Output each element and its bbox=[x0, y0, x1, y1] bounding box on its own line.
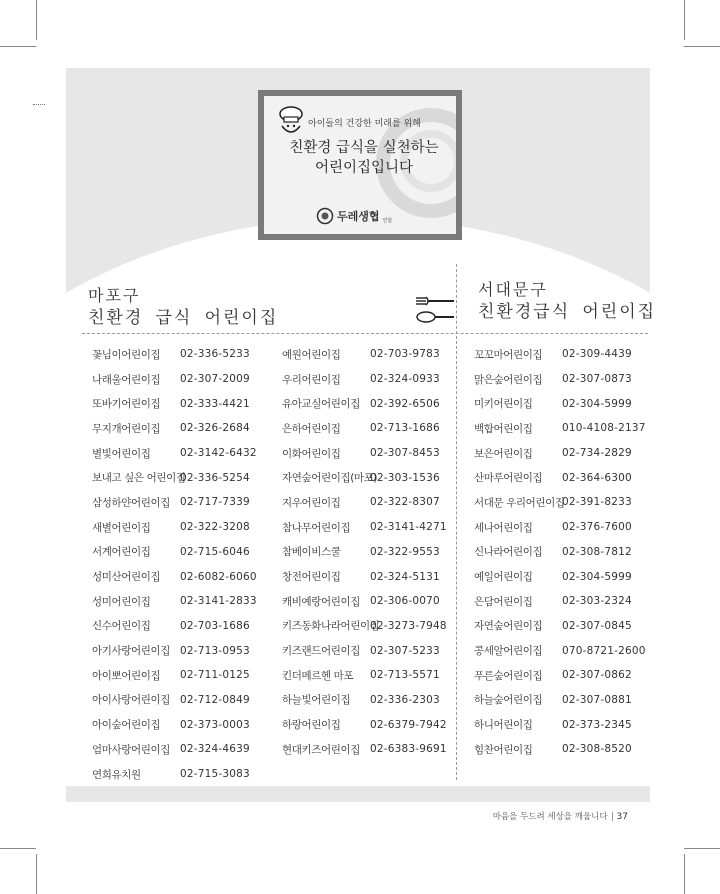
list-item bbox=[282, 737, 447, 762]
list-item bbox=[92, 564, 257, 589]
list-item bbox=[92, 515, 250, 540]
list-item bbox=[92, 688, 250, 713]
logo-sub: 연합 bbox=[382, 217, 393, 224]
daycare-phone: 02-304-5999 bbox=[562, 570, 632, 583]
daycare-name: 서계어린이집 bbox=[92, 546, 151, 559]
list-item bbox=[282, 416, 440, 441]
list-item bbox=[474, 564, 632, 589]
daycare-name: 이화어린이집 bbox=[282, 447, 341, 460]
list-item bbox=[474, 490, 632, 515]
daycare-name: 또바기어린이집 bbox=[92, 398, 161, 411]
daycare-name: 힘찬어린이집 bbox=[474, 743, 533, 756]
daycare-name: 콩세알어린이집 bbox=[474, 645, 543, 658]
dure-coop-logo bbox=[316, 206, 392, 226]
daycare-phone: 02-373-2345 bbox=[562, 718, 632, 731]
daycare-name: 꼬꼬마어린이집 bbox=[474, 348, 543, 361]
list-item bbox=[282, 515, 447, 540]
daycare-phone: 02-6082-6060 bbox=[180, 570, 257, 583]
list-item bbox=[282, 540, 440, 565]
divider bbox=[456, 336, 457, 780]
daycare-name: 산마루어린이집 bbox=[474, 472, 543, 485]
list-item bbox=[282, 391, 440, 416]
daycare-phone: 02-712-0849 bbox=[180, 693, 250, 706]
daycare-name: 키즈동화나라어린이집 bbox=[282, 620, 380, 633]
daycare-name: 예일어린이집 bbox=[474, 571, 533, 584]
daycare-phone: 02-391-8233 bbox=[562, 496, 632, 509]
daycare-phone: 02-307-0873 bbox=[562, 373, 632, 386]
daycare-phone: 02-322-3208 bbox=[180, 521, 250, 534]
daycare-name: 꽃님이어린이집 bbox=[92, 348, 161, 361]
daycare-phone: 02-304-5999 bbox=[562, 397, 632, 410]
daycare-name: 은하어린이집 bbox=[282, 422, 341, 435]
crop-mark bbox=[36, 0, 37, 40]
fork-spoon-icon bbox=[414, 292, 456, 328]
list-item bbox=[92, 614, 250, 639]
daycare-phone: 02-373-0003 bbox=[180, 718, 250, 731]
seodaemun-heading bbox=[478, 280, 656, 323]
list-item bbox=[474, 416, 646, 441]
daycare-name: 서대문 우리어린이집 bbox=[474, 496, 565, 509]
list-item bbox=[92, 490, 250, 515]
list-item bbox=[92, 441, 257, 466]
daycare-name: 세나어린이집 bbox=[474, 521, 533, 534]
daycare-phone: 02-364-6300 bbox=[562, 471, 632, 484]
daycare-name: 새별어린이집 bbox=[92, 521, 151, 534]
list-item bbox=[92, 589, 257, 614]
dotted-mark bbox=[33, 104, 45, 105]
list-item bbox=[474, 367, 632, 392]
daycare-phone: 02-3141-4271 bbox=[370, 521, 447, 534]
daycare-name: 푸른숲어린이집 bbox=[474, 669, 543, 682]
daycare-phone: 02-306-0070 bbox=[370, 595, 440, 608]
daycare-name: 아이사랑어린이집 bbox=[92, 694, 170, 707]
daycare-phone: 02-715-3083 bbox=[180, 768, 250, 781]
daycare-name: 맑은숲어린이집 bbox=[474, 373, 543, 386]
daycare-name: 연희유치원 bbox=[92, 768, 141, 781]
crop-mark bbox=[684, 0, 685, 40]
daycare-phone: 02-307-5233 bbox=[370, 644, 440, 657]
seodaemun-title: 친환경급식 어린이집 bbox=[478, 301, 657, 322]
list-item bbox=[474, 712, 632, 737]
daycare-name: 신수어린이집 bbox=[92, 620, 151, 633]
daycare-phone: 02-307-0881 bbox=[562, 693, 632, 706]
daycare-name: 예원어린이집 bbox=[282, 348, 341, 361]
list-item bbox=[282, 465, 440, 490]
daycare-phone: 02-734-2829 bbox=[562, 447, 632, 460]
daycare-phone: 02-333-4421 bbox=[180, 397, 250, 410]
daycare-phone: 02-715-6046 bbox=[180, 545, 250, 558]
daycare-phone: 02-376-7600 bbox=[562, 521, 632, 534]
daycare-phone: 010-4108-2137 bbox=[562, 422, 646, 435]
list-item bbox=[474, 688, 632, 713]
daycare-phone: 02-392-6506 bbox=[370, 397, 440, 410]
list-item bbox=[474, 515, 632, 540]
list-item bbox=[282, 638, 440, 663]
list-item bbox=[92, 712, 250, 737]
daycare-name: 무지개어린이집 bbox=[92, 422, 161, 435]
daycare-name: 삼성하얀어린이집 bbox=[92, 496, 170, 509]
banner-title-2: 어린이집입니다 bbox=[314, 160, 414, 176]
daycare-name: 킨더메르헨 마포 bbox=[282, 669, 354, 682]
daycare-phone: 02-307-0862 bbox=[562, 669, 632, 682]
list-item bbox=[92, 638, 250, 663]
daycare-phone: 02-713-1686 bbox=[370, 422, 440, 435]
daycare-phone: 02-324-0933 bbox=[370, 373, 440, 386]
daycare-phone: 02-307-0845 bbox=[562, 619, 632, 632]
list-item bbox=[474, 663, 632, 688]
crop-mark bbox=[684, 46, 720, 47]
banner-title-1: 친환경 급식을 실천하는 bbox=[289, 140, 439, 156]
daycare-name: 성미어린이집 bbox=[92, 595, 151, 608]
list-item bbox=[92, 416, 250, 441]
daycare-name: 현대키즈어린이집 bbox=[282, 743, 360, 756]
list-item bbox=[474, 441, 632, 466]
list-item bbox=[282, 614, 447, 639]
mapo-list-1 bbox=[92, 342, 257, 786]
crop-mark bbox=[684, 854, 685, 894]
daycare-phone: 02-336-2303 bbox=[370, 693, 440, 706]
daycare-phone: 02-6379-7942 bbox=[370, 718, 447, 731]
list-item bbox=[282, 663, 440, 688]
list-item bbox=[474, 638, 646, 663]
list-item bbox=[92, 391, 250, 416]
daycare-name: 백합어린이집 bbox=[474, 422, 533, 435]
daycare-phone: 02-717-7339 bbox=[180, 496, 250, 509]
daycare-phone: 02-307-8453 bbox=[370, 447, 440, 460]
daycare-phone: 02-324-5131 bbox=[370, 570, 440, 583]
daycare-name: 하늘빛어린이집 bbox=[282, 694, 351, 707]
crop-mark bbox=[684, 848, 720, 849]
daycare-phone: 02-703-1686 bbox=[180, 619, 250, 632]
daycare-phone: 02-322-9553 bbox=[370, 545, 440, 558]
daycare-name: 하랑어린이집 bbox=[282, 719, 341, 732]
list-item bbox=[474, 737, 632, 762]
daycare-name: 아이숲어린이집 bbox=[92, 719, 161, 732]
page-footer bbox=[493, 810, 628, 822]
daycare-phone: 02-309-4439 bbox=[562, 348, 632, 361]
daycare-phone: 02-303-1536 bbox=[370, 471, 440, 484]
daycare-name: 창전어린이집 bbox=[282, 571, 341, 584]
daycare-name: 별빛어린이집 bbox=[92, 447, 151, 460]
daycare-name: 미키어린이집 bbox=[474, 398, 533, 411]
daycare-phone: 02-336-5233 bbox=[180, 348, 250, 361]
list-item bbox=[92, 762, 250, 787]
logo-mark-icon bbox=[316, 207, 334, 225]
daycare-phone: 070-8721-2600 bbox=[562, 644, 646, 657]
daycare-name: 자연숲어린이집 bbox=[474, 620, 543, 633]
daycare-phone: 02-711-0125 bbox=[180, 669, 250, 682]
mapo-title: 친환경 급식 어린이집 bbox=[88, 307, 279, 328]
crop-mark bbox=[0, 848, 36, 849]
list-item bbox=[92, 663, 250, 688]
list-item bbox=[282, 688, 440, 713]
daycare-phone: 02-326-2684 bbox=[180, 422, 250, 435]
daycare-phone: 02-3273-7948 bbox=[370, 619, 447, 632]
list-item bbox=[474, 342, 632, 367]
daycare-name: 보내고 싶은 어린이집 bbox=[92, 472, 186, 485]
daycare-phone: 02-703-9783 bbox=[370, 348, 440, 361]
daycare-name: 신나라어린이집 bbox=[474, 546, 543, 559]
daycare-phone: 02-308-8520 bbox=[562, 743, 632, 756]
footer-slogan: 마음을 두드려 세상을 깨웁니다 bbox=[492, 812, 608, 822]
daycare-name: 우리어린이집 bbox=[282, 373, 341, 386]
daycare-name: 아이뽀어린이집 bbox=[92, 669, 161, 682]
list-item bbox=[282, 589, 440, 614]
list-item bbox=[474, 540, 632, 565]
daycare-phone: 02-324-4639 bbox=[180, 743, 250, 756]
daycare-name: 참나무어린이집 bbox=[282, 521, 351, 534]
crop-mark bbox=[0, 46, 36, 47]
daycare-name: 키즈랜드어린이집 bbox=[282, 645, 360, 658]
mapo-list-2 bbox=[282, 342, 447, 762]
divider bbox=[456, 264, 457, 334]
list-item bbox=[474, 465, 632, 490]
list-item bbox=[282, 490, 440, 515]
list-item bbox=[92, 342, 250, 367]
list-item bbox=[92, 465, 250, 490]
banner-subtitle: 아이들의 건강한 미래를 위해 bbox=[308, 119, 421, 129]
eco-banner bbox=[258, 90, 462, 240]
daycare-phone: 02-6383-9691 bbox=[370, 743, 447, 756]
list-item bbox=[92, 540, 250, 565]
daycare-name: 아기사랑어린이집 bbox=[92, 645, 170, 658]
daycare-phone: 02-307-2009 bbox=[180, 373, 250, 386]
list-item bbox=[282, 342, 440, 367]
list-item bbox=[282, 712, 447, 737]
list-item bbox=[282, 441, 440, 466]
daycare-name: 캐비예랑어린이집 bbox=[282, 595, 360, 608]
daycare-phone: 02-3141-2833 bbox=[180, 595, 257, 608]
daycare-name: 하니어린이집 bbox=[474, 719, 533, 732]
daycare-name: 보은어린이집 bbox=[474, 447, 533, 460]
daycare-phone: 02-303-2324 bbox=[562, 595, 632, 608]
mapo-district: 마포구 bbox=[88, 286, 141, 305]
daycare-name: 엄마사랑어린이집 bbox=[92, 743, 170, 756]
mapo-heading bbox=[88, 286, 278, 329]
seodaemun-district: 서대문구 bbox=[478, 280, 548, 299]
list-item bbox=[282, 564, 440, 589]
list-item bbox=[282, 367, 440, 392]
chef-icon bbox=[278, 106, 304, 136]
daycare-name: 자연숲어린이집(마포) bbox=[282, 472, 378, 485]
daycare-phone: 02-308-7812 bbox=[562, 545, 632, 558]
crop-mark bbox=[36, 854, 37, 894]
divider bbox=[82, 333, 648, 334]
daycare-name: 유아교실어린이집 bbox=[282, 398, 360, 411]
seodaemun-list bbox=[474, 342, 646, 762]
list-item bbox=[474, 614, 632, 639]
daycare-name: 하늘숲어린이집 bbox=[474, 694, 543, 707]
list-item bbox=[474, 391, 632, 416]
list-item bbox=[92, 737, 250, 762]
list-item bbox=[92, 367, 250, 392]
page-number: 37 bbox=[616, 812, 628, 822]
daycare-phone: 02-336-5254 bbox=[180, 471, 250, 484]
daycare-phone: 02-3142-6432 bbox=[180, 447, 257, 460]
daycare-name: 성미산어린이집 bbox=[92, 571, 161, 584]
daycare-name: 참베이비스쿨 bbox=[282, 546, 341, 559]
daycare-name: 은담어린이집 bbox=[474, 595, 533, 608]
daycare-name: 지우어린이집 bbox=[282, 496, 341, 509]
logo-text: 두레생협 bbox=[337, 210, 380, 223]
list-item bbox=[474, 589, 632, 614]
daycare-phone: 02-322-8307 bbox=[370, 496, 440, 509]
daycare-phone: 02-713-0953 bbox=[180, 644, 250, 657]
daycare-phone: 02-713-5571 bbox=[370, 669, 440, 682]
daycare-name: 나래울어린이집 bbox=[92, 373, 161, 386]
